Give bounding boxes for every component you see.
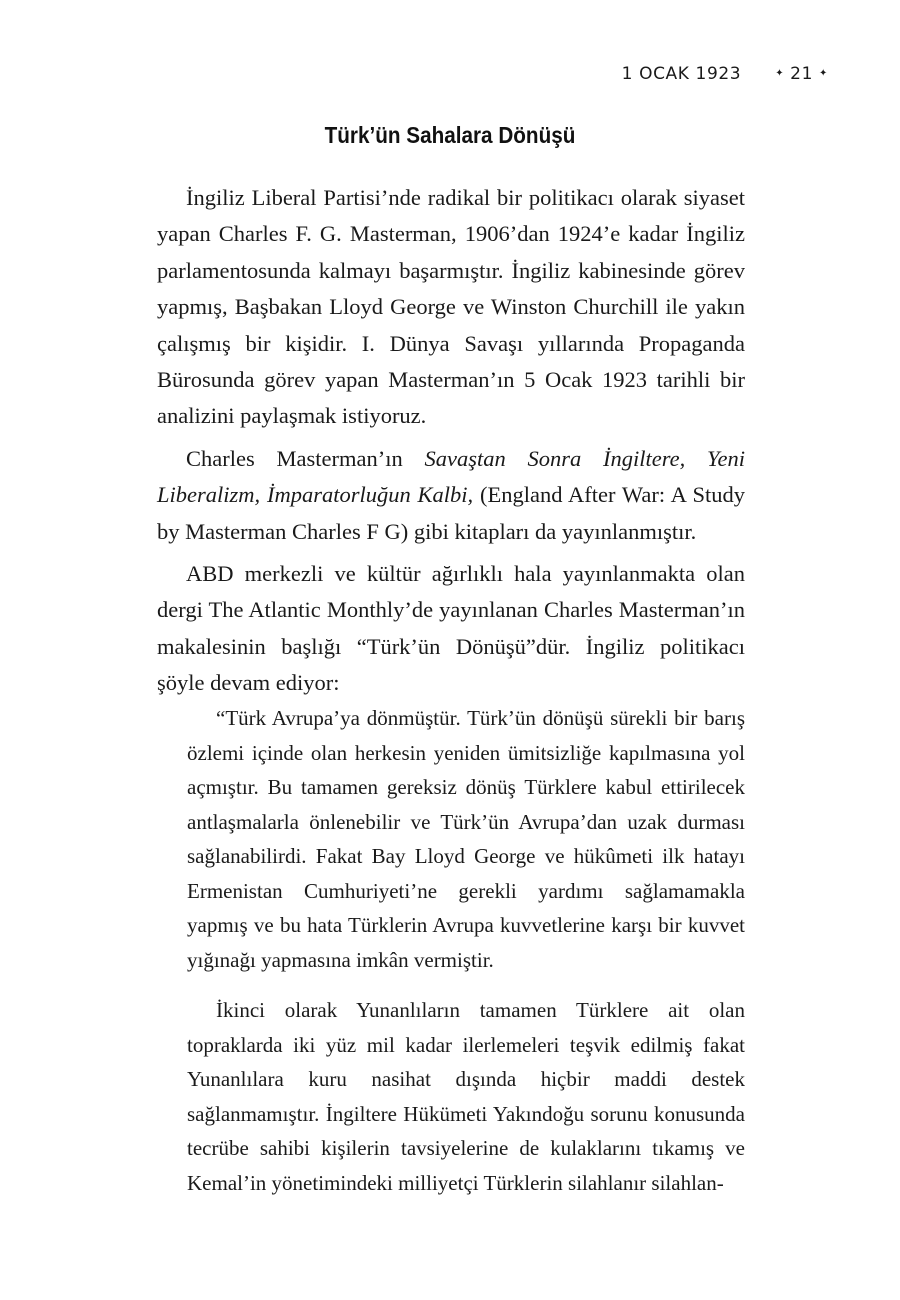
paragraph-text: (England After War: A Study by Masterman Charles F G) gibi kitapları da yayınlanmıştır. — [157, 482, 746, 544]
ornament-icon: ✦ — [819, 68, 828, 79]
book-titles-italic: Savaştan Sonra İngiltere, Yeni Liberalizm, İmparatorluğun Kalbi, — [157, 445, 745, 508]
paragraph: ABD merkezli ve kültür ağırlıklı hala yayınlanmakta olan dergi The Atlantic Monthly’de yayınlanan Charles Masterman’ın makalesinin başlığı “Türk’ün Dönüşü”dür. İngiliz politikacı şöyle devam ediyor: — [157, 561, 745, 696]
quote-paragraph: “Türk Avrupa’ya dönmüştür. Türk’ün dönüşü sürekli bir barış özlemi içinde olan herkesin yeniden ümitsizliğe kapılmasına yol açmıştır. Bu tamamen gereksiz dönüş Türklere kabul ettirilecek antlaşmalarla önlenebilir ve Türk’ün Avrupa’dan uzak durması sağlanabilirdi. Fakat Bay Lloyd George ve hükûmeti ilk hatayı Ermenistan Cumhuriyeti’ne gerekli yardımı sağlamamakla yapmış ve bu hata Türklerin Avrupa kuvvetlerine karşı bir kuvvet yığınağı yapmasına imkân vermiştir. — [187, 706, 745, 972]
section-title: Türk’ün Sahalara Dönüşü — [324, 122, 576, 148]
paragraph: İngiliz Liberal Partisi’nde radikal bir politikacı olarak siyaset yapan Charles F. G. Masterman, 1906’dan 1924’e kadar İngiliz parlamentosunda kalmayı başarmıştır. İngiliz kabinesinde görev yapmış, Başbakan Lloyd George ve Winston Churchill ile yakın çalışmış bir kişidir. I. Dünya Savaşı yıllarında Propaganda Bürosunda görev yapan Masterman’ın 5 Ocak 1923 tarihli bir analizini paylaşmak istiyoruz. — [157, 185, 745, 429]
ornament-icon: ✦ — [775, 68, 785, 79]
quote-paragraph: İkinci olarak Yunanlıların tamamen Türklere ait olan topraklarda iki yüz mil kadar ilerlemeleri teşvik edilmiş fakat Yunanlılara kuru nasihat dışında hiçbir maddi destek sağlanmamıştır. İngiltere Hükümeti Yakındoğu sorunu konusunda tecrübe sahibi kişilerin tavsiyelerine de kulaklarını tıkamış ve Kemal’in yönetimindeki milliyetçi Türklerin silahlanır silahlan- — [187, 998, 745, 1195]
page-folio — [775, 64, 828, 84]
page-number: 21 — [790, 64, 814, 84]
body-text — [157, 180, 745, 708]
chapter-title: 1 OCAK 1923 — [621, 64, 742, 84]
paragraph — [157, 441, 745, 550]
paragraph-text: Charles Masterman’ın — [186, 445, 425, 471]
running-head — [622, 64, 828, 84]
block-quote — [187, 701, 745, 1216]
